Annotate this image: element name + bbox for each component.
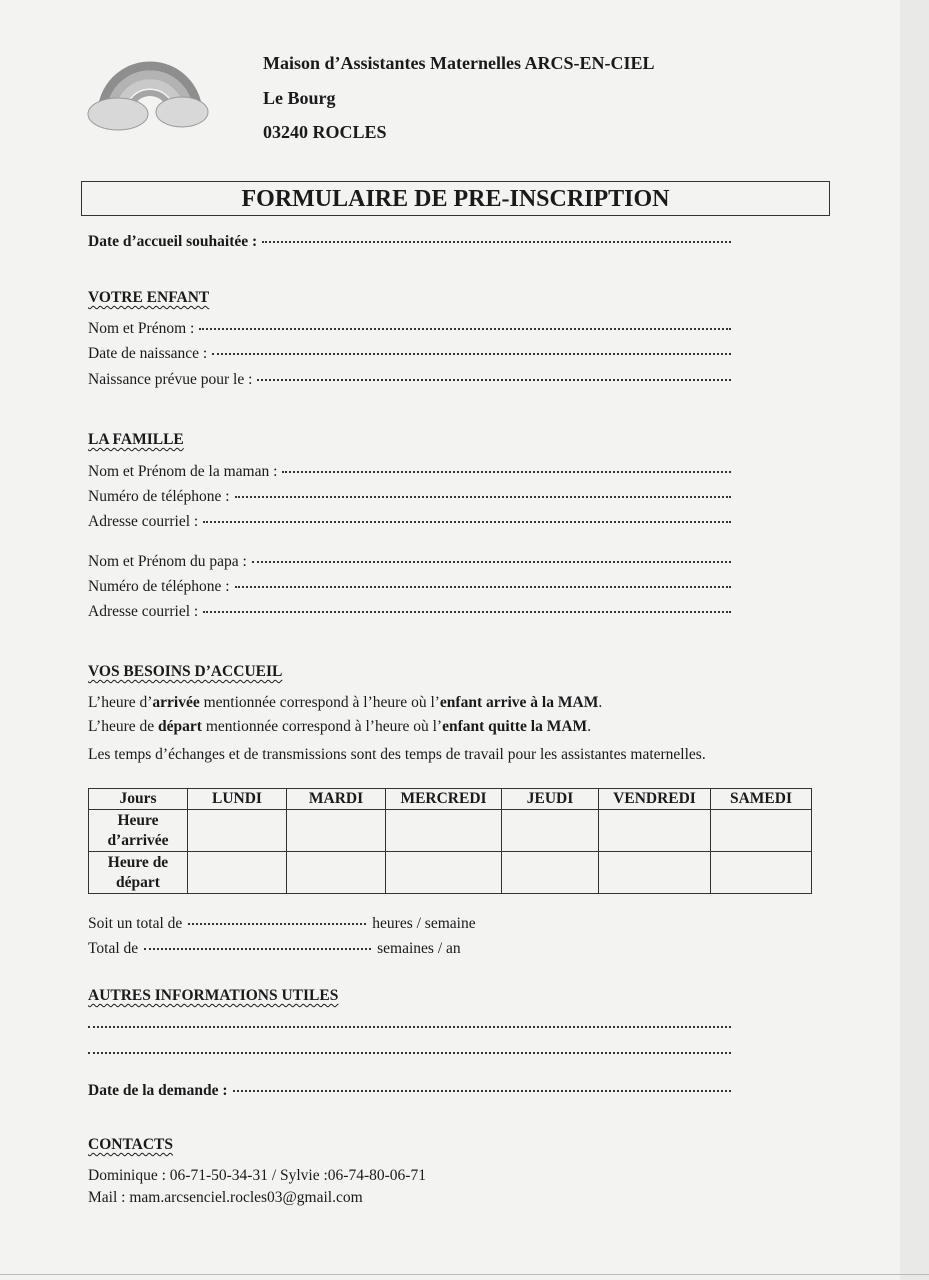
header-mercredi: MERCREDI xyxy=(386,789,502,810)
header-vendredi: VENDREDI xyxy=(599,789,711,810)
header-jours: Jours xyxy=(89,789,188,810)
header-samedi: SAMEDI xyxy=(711,789,812,810)
cell-arrivee-samedi[interactable] xyxy=(711,810,812,852)
field-label: Numéro de téléphone : xyxy=(88,488,230,505)
maman-nom-field[interactable] xyxy=(88,463,731,481)
date-demande-label: Date de la demande : xyxy=(88,1082,228,1099)
total-weeks-field[interactable] xyxy=(88,940,461,958)
cell-depart-lundi[interactable] xyxy=(188,852,287,894)
rainbow-logo-icon xyxy=(84,58,216,134)
field-input[interactable] xyxy=(203,611,731,613)
schedule-table xyxy=(88,788,812,894)
cell-depart-mardi[interactable] xyxy=(287,852,386,894)
papa-courriel-field[interactable] xyxy=(88,603,731,621)
autres-input-line-2[interactable] xyxy=(88,1052,731,1054)
date-accueil-label: Date d’accueil souhaitée : xyxy=(88,233,258,250)
papa-telephone-field[interactable] xyxy=(88,578,731,596)
field-label: Adresse courriel : xyxy=(88,513,199,530)
cell-arrivee-mercredi[interactable] xyxy=(386,810,502,852)
header-mardi: MARDI xyxy=(287,789,386,810)
maman-courriel-field[interactable] xyxy=(88,513,731,531)
field-input[interactable] xyxy=(282,471,731,473)
total-weeks-input[interactable] xyxy=(144,948,371,950)
cell-arrivee-vendredi[interactable] xyxy=(599,810,711,852)
cell-arrivee-lundi[interactable] xyxy=(188,810,287,852)
cell-depart-samedi[interactable] xyxy=(711,852,812,894)
field-label: Nom et Prénom de la maman : xyxy=(88,463,278,480)
enfant-naissance-field[interactable] xyxy=(88,345,731,363)
header-jeudi: JEUDI xyxy=(502,789,599,810)
maman-telephone-field[interactable] xyxy=(88,488,731,506)
total-hours-field[interactable] xyxy=(88,915,476,933)
autres-input-line-1[interactable] xyxy=(88,1026,731,1028)
row-label-arrivee: Heure d’arrivée xyxy=(89,810,188,852)
field-input[interactable] xyxy=(257,379,731,381)
field-input[interactable] xyxy=(252,561,731,563)
row-label-depart: Heure de départ xyxy=(89,852,188,894)
section-besoins-heading: VOS BESOINS D’ACCUEIL xyxy=(88,663,283,680)
date-accueil-field[interactable] xyxy=(88,233,731,251)
table-row-depart xyxy=(89,852,812,894)
section-autres-heading: AUTRES INFORMATIONS UTILES xyxy=(88,987,339,1004)
cell-depart-mercredi[interactable] xyxy=(386,852,502,894)
field-label: Nom et Prénom : xyxy=(88,320,195,337)
org-address: Le Bourg xyxy=(263,88,336,108)
section-enfant-heading: VOTRE ENFANT xyxy=(88,289,210,306)
section-famille-heading: LA FAMILLE xyxy=(88,431,184,448)
org-name: Maison d’Assistantes Maternelles ARCS-EN-CIEL xyxy=(263,53,655,73)
scan-bottom-line xyxy=(0,1274,929,1275)
besoins-line-transmissions: Les temps d’échanges et de transmissions sont des temps de travail pour les assistantes maternelles. xyxy=(88,746,706,763)
header-lundi: LUNDI xyxy=(188,789,287,810)
field-input[interactable] xyxy=(212,353,731,355)
field-label: Naissance prévue pour le : xyxy=(88,371,253,388)
total-weeks-prefix: Total de xyxy=(88,940,139,957)
cell-depart-vendredi[interactable] xyxy=(599,852,711,894)
total-weeks-suffix: semaines / an xyxy=(377,940,461,957)
contact-mail: Mail : mam.arcsenciel.rocles03@gmail.com xyxy=(88,1189,363,1206)
org-city: 03240 ROCLES xyxy=(263,122,387,142)
date-accueil-input[interactable] xyxy=(262,241,731,243)
field-input[interactable] xyxy=(235,496,731,498)
table-header-row xyxy=(89,789,812,810)
cell-arrivee-jeudi[interactable] xyxy=(502,810,599,852)
field-label: Date de naissance : xyxy=(88,345,208,362)
field-label: Adresse courriel : xyxy=(88,603,199,620)
besoins-line-arrivee: L’heure d’arrivée mentionnée correspond à l’heure où l’enfant arrive à la MAM. xyxy=(88,694,603,711)
field-input[interactable] xyxy=(235,586,731,588)
field-label: Numéro de téléphone : xyxy=(88,578,230,595)
besoins-line-depart: L’heure de départ mentionnée correspond à l’heure où l’enfant quitte la MAM. xyxy=(88,718,592,735)
field-input[interactable] xyxy=(199,328,731,330)
section-contacts-heading: CONTACTS xyxy=(88,1136,173,1153)
cell-arrivee-mardi[interactable] xyxy=(287,810,386,852)
field-label: Nom et Prénom du papa : xyxy=(88,553,247,570)
scan-edge xyxy=(900,0,929,1280)
enfant-nom-field[interactable] xyxy=(88,320,731,338)
contact-phones: Dominique : 06-71-50-34-31 / Sylvie :06-74-80-06-71 xyxy=(88,1167,426,1184)
table-row-arrivee xyxy=(89,810,812,852)
date-demande-field[interactable] xyxy=(88,1082,731,1100)
field-input[interactable] xyxy=(203,521,731,523)
papa-nom-field[interactable] xyxy=(88,553,731,571)
date-demande-input[interactable] xyxy=(233,1090,732,1092)
total-hours-suffix: heures / semaine xyxy=(372,915,476,932)
form-title: FORMULAIRE DE PRE-INSCRIPTION xyxy=(81,181,830,216)
cell-depart-jeudi[interactable] xyxy=(502,852,599,894)
enfant-naissance-prevue-field[interactable] xyxy=(88,371,731,389)
total-hours-prefix: Soit un total de xyxy=(88,915,183,932)
total-hours-input[interactable] xyxy=(188,923,366,925)
